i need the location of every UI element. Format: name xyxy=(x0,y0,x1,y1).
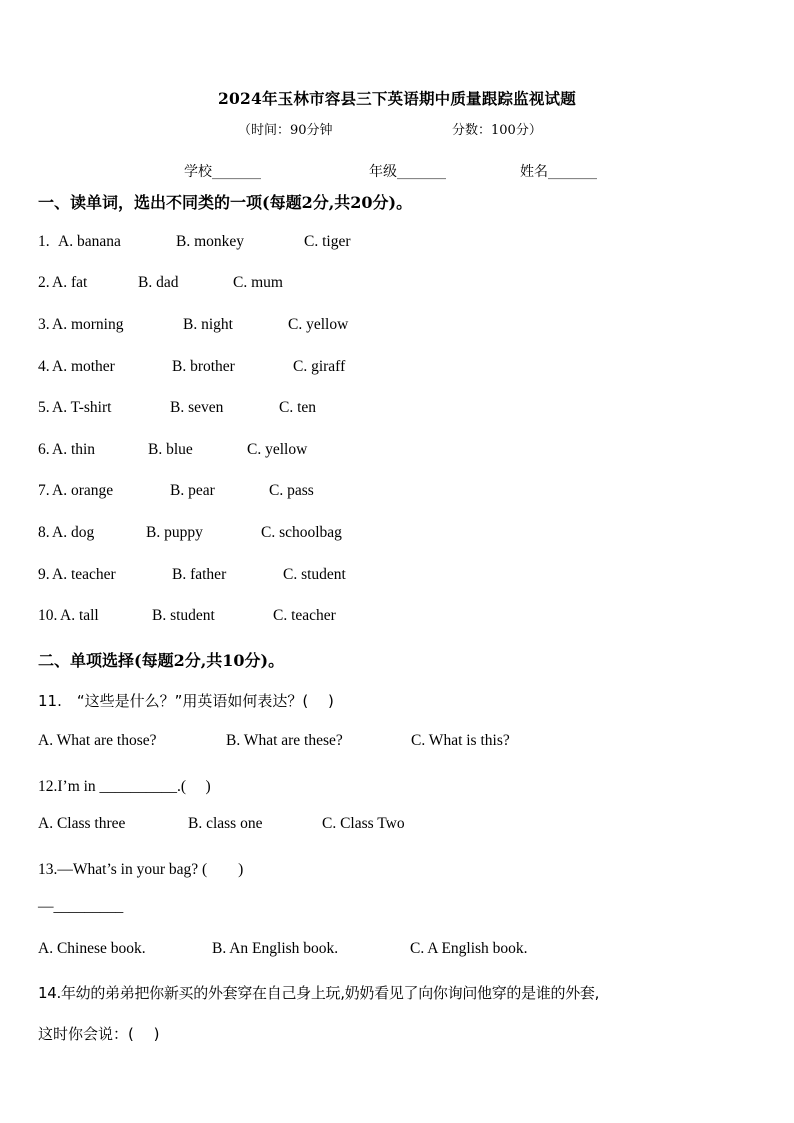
question-number: 9. xyxy=(38,566,50,583)
option-c: C. tiger xyxy=(304,233,351,250)
question-2 xyxy=(38,274,283,292)
question-9 xyxy=(38,566,346,584)
question-number: 6. xyxy=(38,441,50,458)
question-13-stem: 13.—What’s in your bag? ( ) xyxy=(38,861,244,878)
option-c: C. Class Two xyxy=(322,815,405,832)
option-c: C. giraff xyxy=(293,358,346,375)
question-number: 3. xyxy=(38,316,50,333)
question-12-stem: 12.I’m in __________.( ) xyxy=(38,778,211,795)
option-b: B. An English book. xyxy=(212,940,339,957)
exam-score: 分数：100分） xyxy=(452,123,542,138)
option-c: C. yellow xyxy=(288,316,349,333)
option-a: A. dog xyxy=(52,524,95,541)
question-8 xyxy=(38,524,342,542)
option-c: C. A English book. xyxy=(410,940,528,957)
option-b: B. class one xyxy=(188,815,263,832)
option-a: A. Class three xyxy=(38,815,126,832)
question-14-stem: 14.年幼的弟弟把你新买的外套穿在自己身上玩,奶奶看见了向你询问他穿的是谁的外套, xyxy=(38,984,600,1002)
question-7 xyxy=(38,482,314,500)
option-c: C. mum xyxy=(233,274,283,291)
question-1 xyxy=(38,233,351,251)
question-number: 2. xyxy=(38,274,50,291)
question-10 xyxy=(38,607,336,625)
option-a: A. thin xyxy=(52,441,96,458)
name-field: 姓名_______ xyxy=(520,164,597,180)
option-c: C. teacher xyxy=(273,607,336,624)
option-b: B. dad xyxy=(138,274,179,291)
question-11-stem: 11. “这些是什么？”用英语如何表达？( ) xyxy=(38,692,334,710)
option-b: B. monkey xyxy=(176,233,245,250)
question-4 xyxy=(38,358,346,376)
question-number: 1. xyxy=(38,233,50,250)
option-a: A. banana xyxy=(58,233,121,250)
option-c: C. student xyxy=(283,566,346,583)
option-a: A. morning xyxy=(52,316,124,333)
option-c: C. What is this? xyxy=(411,732,510,749)
question-number: 7. xyxy=(38,482,50,499)
question-number: 4. xyxy=(38,358,50,375)
option-a: A. T-shirt xyxy=(52,399,112,416)
option-c: C. yellow xyxy=(247,441,308,458)
exam-time: （时间：90分钟 xyxy=(238,123,333,138)
option-b: B. puppy xyxy=(146,524,203,541)
option-b: B. night xyxy=(183,316,233,333)
option-b: B. student xyxy=(152,607,215,624)
question-number: 5. xyxy=(38,399,50,416)
option-b: B. What are these? xyxy=(226,732,343,749)
answer-line: —_________ xyxy=(38,898,124,915)
option-b: B. blue xyxy=(148,441,193,458)
question-3 xyxy=(38,316,349,334)
option-c: C. pass xyxy=(269,482,314,499)
question-5 xyxy=(38,399,317,417)
option-a: A. teacher xyxy=(52,566,116,583)
option-b: B. father xyxy=(172,566,227,583)
section-1-heading: 一、读单词，选出不同类的一项(每题2分,共20分)。 xyxy=(38,193,413,212)
option-b: B. brother xyxy=(172,358,235,375)
grade-field: 年级_______ xyxy=(369,164,446,180)
option-c: C. schoolbag xyxy=(261,524,342,541)
option-a: A. What are those? xyxy=(38,732,157,749)
question-number: 8. xyxy=(38,524,50,541)
option-c: C. ten xyxy=(279,399,317,416)
page-title: 2024年玉林市容县三下英语期中质量跟踪监视试题 xyxy=(218,89,576,108)
school-field: 学校_______ xyxy=(184,164,261,180)
option-b: B. pear xyxy=(170,482,215,499)
option-a: A. Chinese book. xyxy=(38,940,146,957)
option-a: A. orange xyxy=(52,482,114,499)
option-b: B. seven xyxy=(170,399,224,416)
question-6 xyxy=(38,441,308,459)
question-14-stem-continued: 这时你会说：( ) xyxy=(38,1025,160,1043)
question-number: 10. xyxy=(38,607,58,624)
option-a: A. mother xyxy=(52,358,115,375)
section-2-heading: 二、单项选择(每题2分,共10分)。 xyxy=(38,651,285,670)
option-a: A. tall xyxy=(60,607,99,624)
option-a: A. fat xyxy=(52,274,88,291)
